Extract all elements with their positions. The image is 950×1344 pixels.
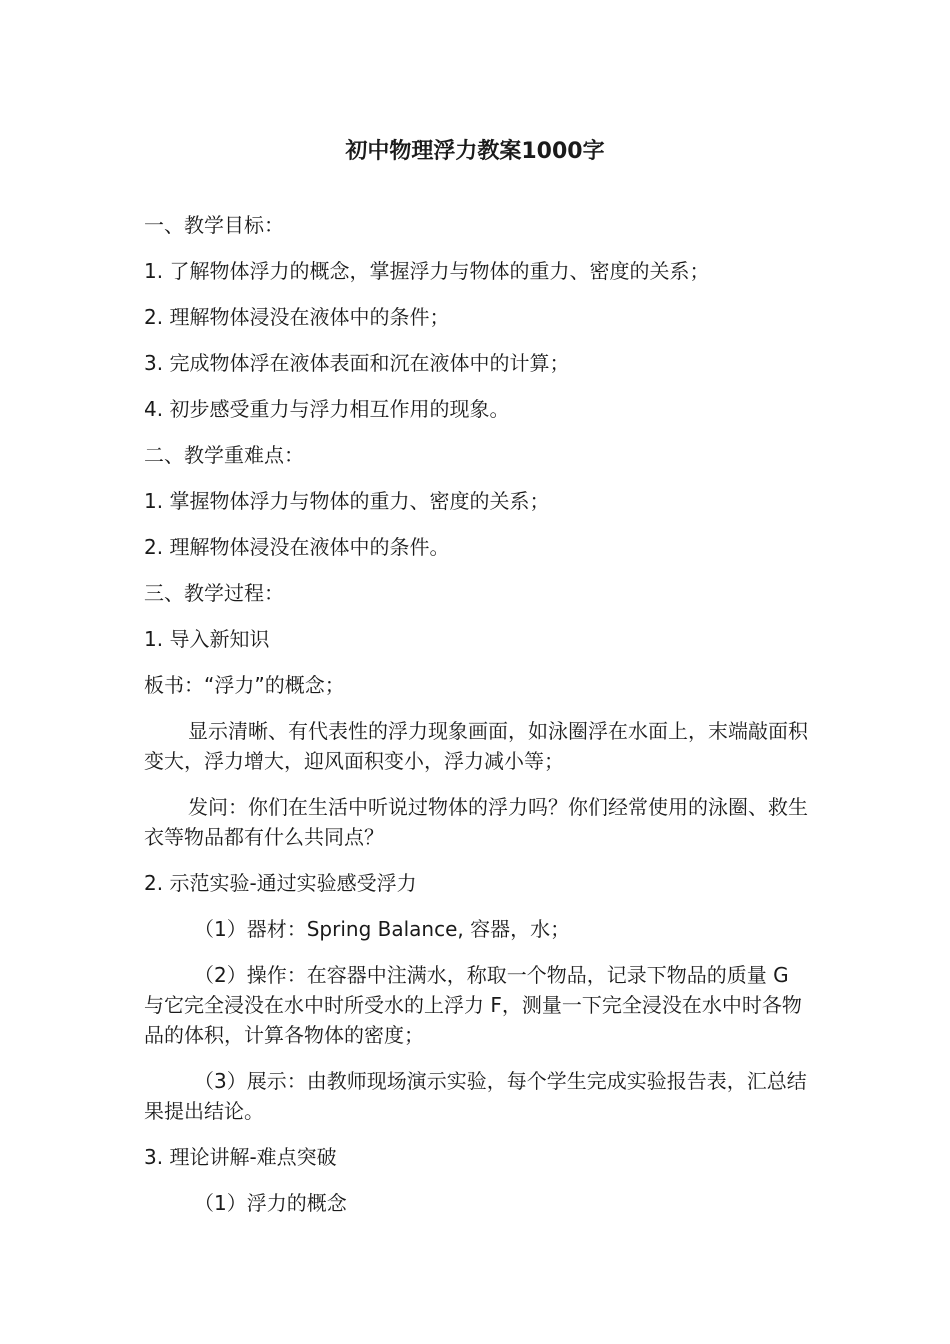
process-paragraph: 板书：“浮力”的概念； (144, 673, 345, 697)
process-step-heading: 1. 导入新知识 (144, 627, 270, 651)
objective-item: 1. 了解物体浮力的概念，掌握浮力与物体的重力、密度的关系； (144, 259, 710, 283)
process-step-heading: 3. 理论讲解-难点突破 (144, 1145, 337, 1169)
experiment-item: （3）展示：由教师现场演示实验，每个学生完成实验报告表，汇总结果提出结论。 (144, 1069, 807, 1123)
section-heading-objectives: 一、教学目标： (144, 213, 284, 237)
experiment-item: （1）器材：Spring Balance, 容器，水； (194, 917, 571, 941)
objective-item: 3. 完成物体浮在液体表面和沉在液体中的计算； (144, 351, 570, 375)
key-point-item: 2. 理解物体浸没在液体中的条件。 (144, 535, 450, 559)
experiment-item: （2）操作：在容器中注满水，称取一个物品，记录下物品的质量 G 与它完全浸没在水中时所受水的上浮力 F，测量一下完全浸没在水中时各物品的体积，计算各物体的密度； (144, 963, 802, 1047)
section-heading-key-points: 二、教学重难点： (144, 443, 304, 467)
process-step-heading: 2. 示范实验-通过实验感受浮力 (144, 871, 417, 895)
document-title: 初中物理浮力教案1000字 (345, 139, 605, 164)
objective-item: 2. 理解物体浸没在液体中的条件； (144, 305, 450, 329)
section-heading-process: 三、教学过程： (144, 581, 284, 605)
theory-item: （1）浮力的概念 (194, 1191, 347, 1215)
key-point-item: 1. 掌握物体浮力与物体的重力、密度的关系； (144, 489, 550, 513)
objective-item: 4. 初步感受重力与浮力相互作用的现象。 (144, 397, 510, 421)
process-paragraph: 显示清晰、有代表性的浮力现象画面，如泳圈浮在水面上，末端敲面积变大，浮力增大，迎风面积变小，浮力减小等； (144, 719, 808, 773)
process-paragraph: 发问：你们在生活中听说过物体的浮力吗？你们经常使用的泳圈、救生衣等物品都有什么共同点？ (144, 795, 808, 849)
